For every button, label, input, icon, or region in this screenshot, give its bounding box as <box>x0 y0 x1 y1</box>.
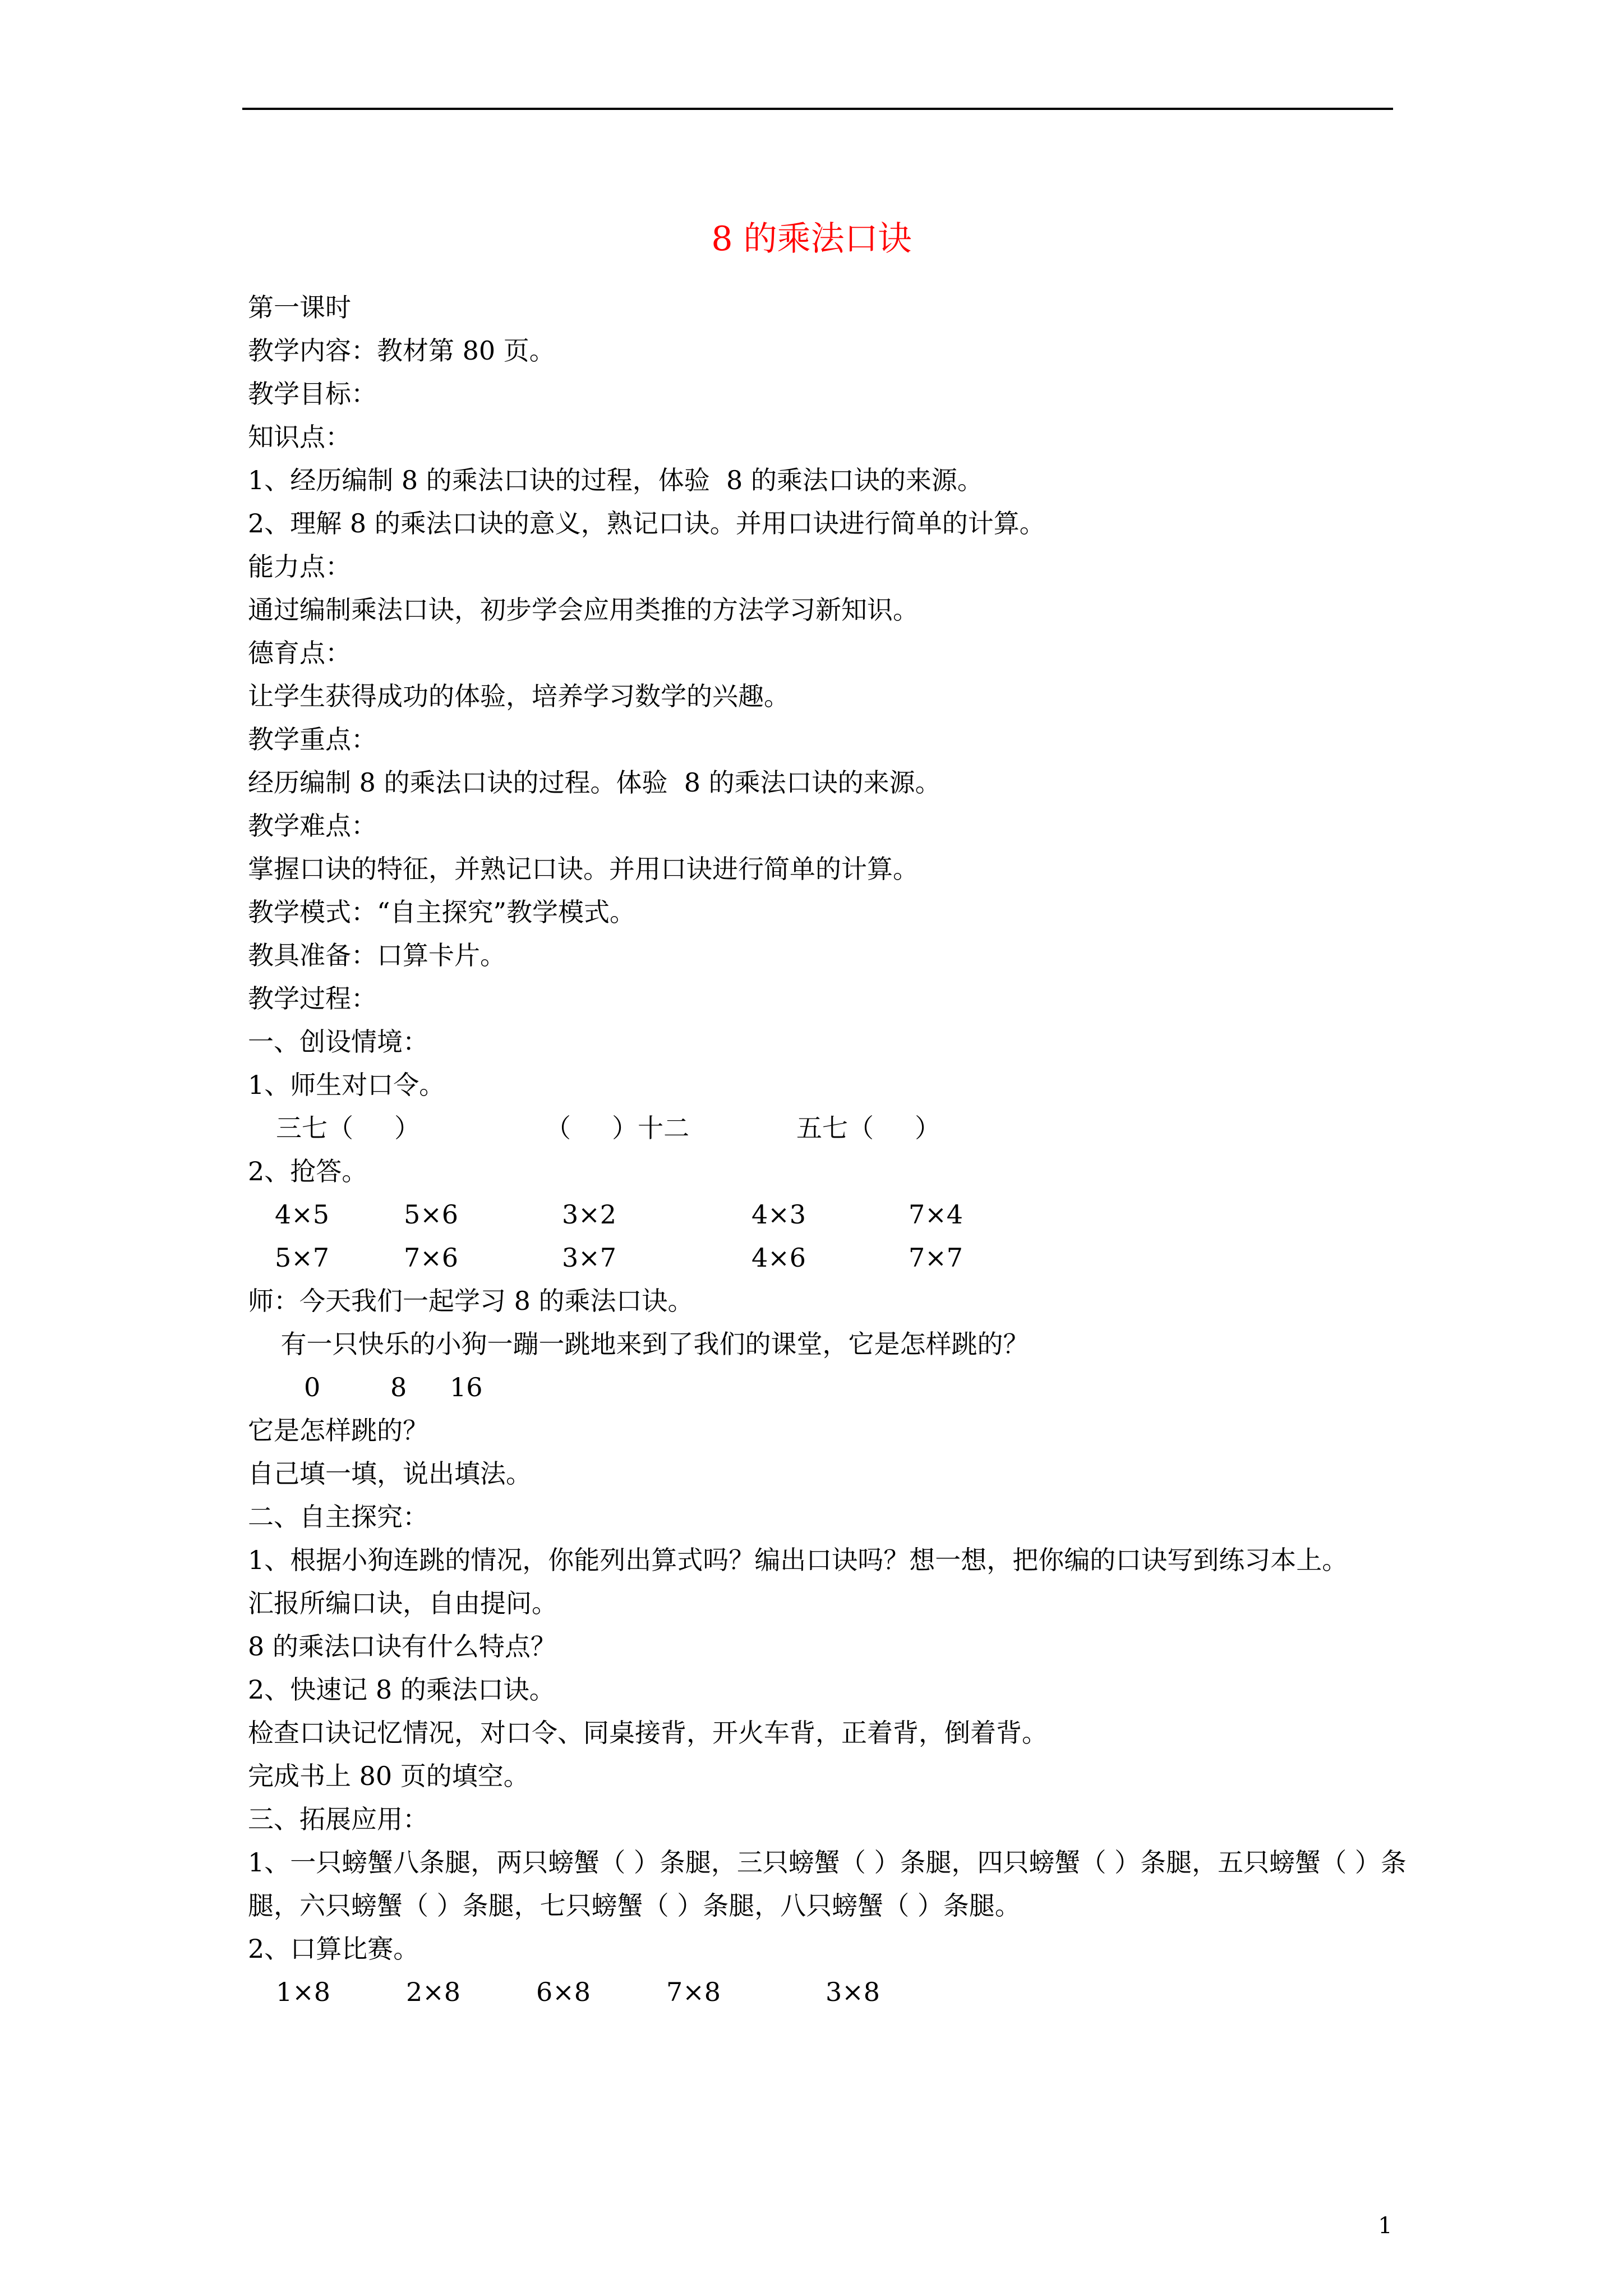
text-line: 2、快速记 8 的乘法口诀。 <box>248 1674 555 1705</box>
header-rule <box>242 108 1393 110</box>
text-line: 2、抢答。 <box>248 1156 368 1186</box>
text-line: 二、自主探究： <box>248 1502 428 1532</box>
math-item: 7×6 <box>404 1243 459 1273</box>
text-line: 教学重点： <box>248 724 377 754</box>
text-line: 德育点： <box>248 638 351 668</box>
page-number: 1 <box>1378 2213 1393 2239</box>
math-item: 4×5 <box>275 1199 330 1230</box>
text-line: 第一课时 <box>248 292 351 323</box>
lesson-body <box>248 286 1414 2014</box>
text-line: 掌握口诀的特征，并熟记口诀。并用口诀进行简单的计算。 <box>248 854 919 884</box>
text-line: 教学目标： <box>248 379 377 409</box>
text-line: 2、理解 8 的乘法口诀的意义，熟记口诀。并用口诀进行简单的计算。 <box>248 508 1045 539</box>
math-item: 6×8 <box>536 1977 591 2007</box>
text-line: 1、师生对口令。 <box>248 1070 445 1100</box>
page-title: 8 的乘法口诀 <box>711 219 912 259</box>
math-item: 3×7 <box>562 1243 617 1273</box>
text-line: 8 的乘法口诀有什么特点？ <box>248 1631 556 1662</box>
text-line: 2、口算比赛。 <box>248 1934 419 1964</box>
text-line: 知识点： <box>248 422 351 452</box>
math-item: 5×6 <box>404 1199 459 1230</box>
text-line: 自己填一填，说出填法。 <box>248 1458 532 1489</box>
jump-number: 0 <box>304 1372 321 1402</box>
text-line: 1、经历编制 8 的乘法口诀的过程，体验 8 的乘法口诀的来源。 <box>248 465 983 495</box>
contest-row <box>248 1971 1414 2014</box>
jump-number: 8 <box>390 1372 407 1402</box>
text-line: 它是怎样跳的？ <box>248 1415 428 1446</box>
text-line: 检查口诀记忆情况，对口令、同桌接背，开火车背，正着背，倒着背。 <box>248 1718 1048 1748</box>
text-line: 师：今天我们一起学习 8 的乘法口诀。 <box>248 1286 694 1316</box>
text-paragraph: 1、根据小狗连跳的情况，你能列出算式吗？编出口诀吗？想一想，把你编的口诀写到练习本上。 <box>248 1545 1348 1575</box>
text-line: 三、拓展应用： <box>248 1804 428 1834</box>
math-item: 4×6 <box>751 1243 806 1273</box>
math-item: 2×8 <box>406 1977 461 2007</box>
text-line: 完成书上 80 页的填空。 <box>248 1761 529 1791</box>
jump-row <box>248 1366 1414 1409</box>
text-line: 汇报所编口诀，自由提问。 <box>248 1588 557 1618</box>
kouling-row <box>248 1107 1414 1150</box>
math-item: 7×8 <box>666 1977 721 2007</box>
text-line: 一、创设情境： <box>248 1027 428 1057</box>
text-line: 让学生获得成功的体验，培养学习数学的兴趣。 <box>248 681 790 711</box>
math-item: 7×4 <box>909 1199 963 1230</box>
text-line: 经历编制 8 的乘法口诀的过程。体验 8 的乘法口诀的来源。 <box>248 767 941 798</box>
qiangda-row <box>248 1193 1414 1236</box>
math-item: 7×7 <box>909 1243 963 1273</box>
math-item: 5×7 <box>275 1243 330 1273</box>
math-item: 3×2 <box>562 1199 617 1230</box>
math-item: 3×8 <box>826 1977 880 2007</box>
text-line: 能力点： <box>248 551 351 582</box>
text-paragraph: 1、一只螃蟹八条腿，两只螃蟹（ ）条腿，三只螃蟹（ ）条腿，四只螃蟹（ ）条腿，五只螃蟹（ ）条腿，六只螃蟹（ ）条腿，七只螃蟹（ ）条腿，八只螃蟹（ ）条腿。 <box>248 1847 1407 1921</box>
text-line: 有一只快乐的小狗一蹦一跳地来到了我们的课堂，它是怎样跳的？ <box>248 1329 1029 1359</box>
jump-number: 16 <box>450 1372 483 1402</box>
kouling-item: 三七（ ） <box>276 1113 421 1143</box>
text-line: 教学模式：“自主探究”教学模式。 <box>248 897 636 927</box>
math-item: 4×3 <box>751 1199 806 1230</box>
kouling-item: （ ）十二 <box>545 1113 690 1143</box>
text-line: 通过编制乘法口诀，初步学会应用类推的方法学习新知识。 <box>248 595 919 625</box>
text-line: 教学难点： <box>248 811 377 841</box>
text-line: 教具准备：口算卡片。 <box>248 940 506 970</box>
qiangda-row <box>248 1236 1414 1280</box>
math-item: 1×8 <box>276 1977 331 2007</box>
kouling-item: 五七（ ） <box>796 1113 941 1143</box>
text-line: 教学过程： <box>248 983 377 1014</box>
text-line: 教学内容：教材第 80 页。 <box>248 335 555 366</box>
